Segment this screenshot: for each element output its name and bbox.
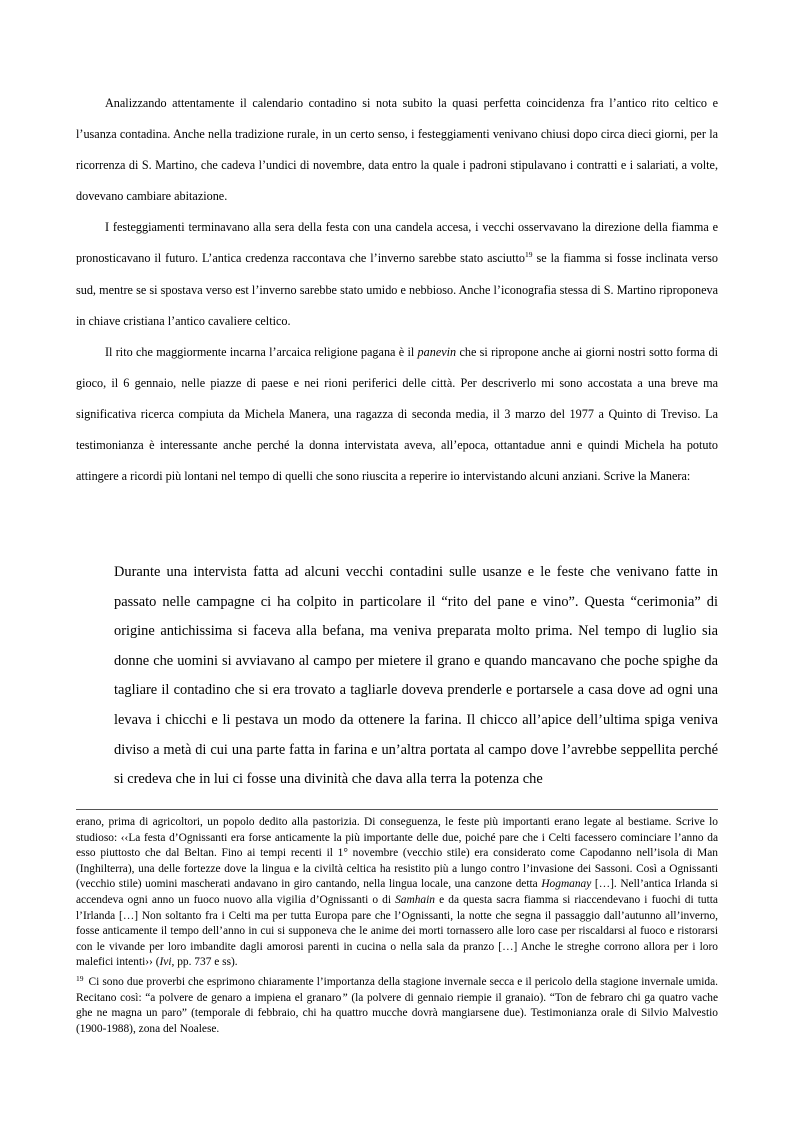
footnote-cont-em-3: Ivi,	[159, 956, 175, 969]
footnote-19	[76, 971, 718, 1037]
footnote-cont-text-a: erano, prima di agricoltori, un popolo dedito alla pastorizia. Di conseguenza, le feste più importanti erano legate al bestiame. Scrive lo studioso: ‹‹La festa d’Ognissanti era forse anticamente la più importante delle due, poiché pare che i Celti facessero cominciare l’anno da esso piuttosto che dal Beltan. Fino ai tempi recenti il 1° novembre (vecchio stile) era considerato come Capodanno nell’isola di Man (Inghilterra), una delle fortezze dove la lingua e la civiltà celtica ha resistito più a lungo contro l’invasione dei Sassoni. Così a Ognissanti (vecchio stile) uomini mascherati andavano in giro cantando, nella lingua locale, una canzone detta	[76, 816, 718, 891]
footnote-cont-em-2: Samhain	[395, 893, 435, 906]
paragraph-3-emphasis: panevin	[417, 344, 457, 359]
paragraph-2-text-a: I festeggiamenti terminavano alla sera della festa con una candela accesa, i vecchi osservavano la direzione della fiamma e pronosticavano il futuro. L’antica credenza raccontava che l’inverno sarebbe stato asciutto	[76, 220, 718, 266]
paragraph-1-text: Analizzando attentamente il calendario contadino si nota subito la quasi perfetta coincidenza fra l’antico rito celtico e l’usanza contadina. Anche nella tradizione rurale, in un certo senso, i festeggiamenti venivano chiusi dopo circa dieci giorni, per la ricorrenza di S. Martino, che cadeva l’undici di novembre, data entro la quale i padroni stipulavano i contratti e i salariati, a volte, dovevano cambiare abitazione.	[76, 96, 718, 204]
block-quote	[114, 558, 718, 795]
footnotes	[76, 815, 718, 1037]
footnote-cont-text-c: e da questa sacra fiamma si riaccendevano i fuochi di tutta l’Irlanda […] Non soltanto fra i Celti ma per tutta Europa pare che l’Ognissanti, la notte che segna il passaggio dall’autunno all’inverno, fosse anticamente il tempo dell’anno in cui si supponeva che le anime dei morti tornassero alle loro case per riscaldarsi al fuoco e ristorarsi con le vivande per loro imbandite dagli amorosi parenti in cucina o nella sala da pranzo […] Anche le streghe corrono allora per i loro malefici intenti›› (	[76, 893, 718, 969]
footnote-cont-text-d: pp. 737 e ss).	[174, 956, 238, 969]
footnote-ref-19[interactable]: 19	[525, 250, 533, 260]
footnote-cont-text-b: […]. Nell’antica Irlanda si accendeva ogni anno un fuoco nuovo alla vigilia d’Ognissanti o di	[76, 878, 718, 906]
paragraph-3-text-a: Il rito che maggiormente incarna l’arcaica religione pagana è il	[105, 344, 418, 359]
footnote-19-text-b: (la polvere di gennaio riempie il granaio). “Ton de febraro chi ga quatro vache ghe ne magna un paro” (temporale di febbraio, chi ha quattro mucche dovrà mangiarsene due). Testimonianza orale di Silvio Malvestio (1900-1988), zona del Noalese.	[76, 991, 719, 1035]
footnote-19-number: 19	[76, 973, 84, 983]
footnote-separator	[76, 809, 718, 810]
paragraph-2-text-b: se la fiamma si fosse inclinata verso sud, mentre se si spostava verso est l’inverno sarebbe stato umido e nebbioso. Anche l’iconografia stessa di S. Martino riproponeva in chiave cristiana l’antico cavaliere celtico.	[76, 251, 718, 328]
footnote-19-text-a: Ci sono due proverbi che esprimono chiaramente l’importanza della stagione invernale secca e il pericolo della stagione invernale umida. Recitano così: “a polvere de genaro a impiena el granaro	[76, 975, 718, 1004]
footnote-cont-em-1: Hogmanay	[541, 878, 592, 891]
block-quote-text: Durante una intervista fatta ad alcuni vecchi contadini sulle usanze e le feste che venivano fatte in passato nelle campagne ci ha colpito in particolare il “rito del pane e vino”. Questa “cerimonia” di origine antichissima si faceva alla befana, ma veniva preparata molto prima. Nel tempo di luglio sia donne che uomini si avviavano al campo per mietere il grano e quando mancavano che poche spighe da tagliare il contadino che si era trovato a tagliarle doveva prenderle e portarsele a casa dove ad ogni una levava i chicchi e li pestava un modo da ottenere la farina. Il chicco all’apice dell’ultima spiga veniva diviso a metà di cui una parte fatta in farina e un’altra portata al campo dove l’avrebbe seppellita perché si credeva che in lui ci fosse una divinità che dava alla terra la potenza che	[114, 564, 718, 788]
paragraph-3-text-b: che si ripropone anche ai giorni nostri sotto forma di gioco, il 6 gennaio, nelle piazze di paese e nei rioni periferici delle città. Per descriverlo mi sono accostata a una breve ma significativa ricerca compiuta da Michela Manera, una ragazza di seconda media, il 3 marzo del 1977 a Quinto di Treviso. La testimonianza è interessante anche perché la donna intervistata aveva, all’epoca, ottantadue anni e quindi Michela ha potuto attingere a ricordi più lontani nel tempo di quelli che sono riuscita a reperire io intervistando alcuni anziani. Scrive la Manera:	[76, 344, 718, 484]
paragraph-3	[76, 337, 718, 492]
footnote-19-em: ”	[341, 991, 348, 1004]
footnote-continuation	[76, 815, 718, 971]
body-text	[76, 88, 718, 492]
paragraph-1	[76, 88, 718, 212]
paragraph-2	[76, 212, 718, 336]
